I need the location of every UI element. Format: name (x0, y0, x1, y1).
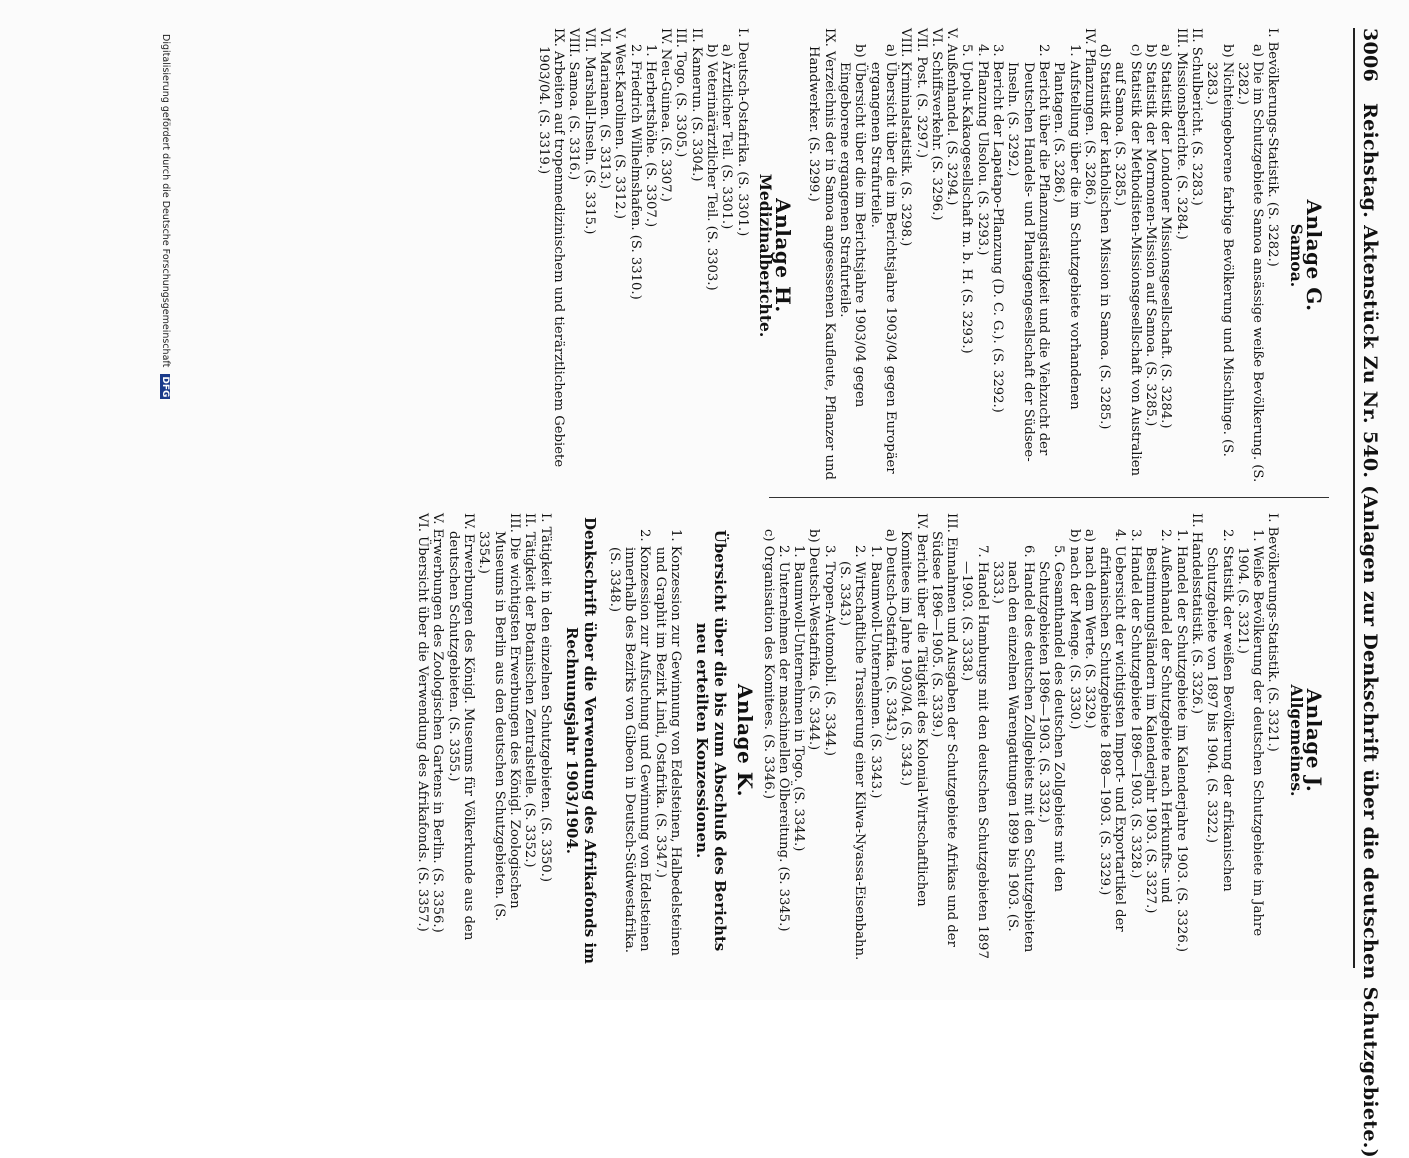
toc-entry: b) Nichteingeborene farbige Bevölkerung und Mischlinge. (S. 3283.) (1204, 44, 1235, 457)
toc-entry: III. Die wichtigsten Erwerbungen des Königl. Zoologischen Museums in Berlin aus den deutschen Schutzgebieten. (S. 3354.) (476, 513, 522, 922)
toc-entry: VIII. Samoa. (S. 3316.) (566, 28, 582, 181)
page-number: 3006 (1359, 28, 1381, 83)
toc-entry: V. West-Karolinen. (S. 3312.) (612, 28, 628, 219)
toc-entry: I. Bevölkerungs-Statistik. (S. 3321.) (1265, 513, 1281, 752)
toc-entry: 3. Bericht der Lapatapo-Pflanzung (D. C. G.). (S. 3292.) (990, 44, 1006, 413)
toc-entry: 3. Handel der Schutzgebiete 1896—1903. (S. 3328.) (1127, 529, 1143, 879)
toc-entry: 1. Handel der Schutzgebiete im Kalenderjahre 1903. (S. 3326.) (1173, 529, 1189, 953)
anlage-h-subtitle: Medizinalberichte. (755, 173, 775, 338)
toc-entry: 2. Konzession zur Aufsuchung und Gewinnung von Edelsteinen innerhalb des Bezirks von Gibeon in Deutsch-Südwestafrika. (S. 3348.) (606, 529, 653, 953)
page-header (1353, 28, 1381, 1158)
toc-entry: a) Die im Schutzgebiete Samoa ansässige weiße Bevölkerung. (S. 3282.) (1234, 44, 1266, 483)
anlage-k-title: Anlage K. (733, 683, 758, 798)
anlage-j-title: Anlage J. (1302, 688, 1326, 793)
toc-entry: 1. Herbertshöhe. (S. 3307.) (642, 44, 658, 228)
anlage-k-list (607, 513, 683, 968)
denkschrift (415, 513, 599, 968)
toc-entry: 1. Baumwoll-Unternehmen in Togo. (S. 3344.) (791, 545, 807, 852)
right-column (415, 513, 1329, 968)
page-title: Reichstag. Aktenstück Zu Nr. 540. (Anlagen zur Denkschrift über die deutschen Schutzgebiete.) (1359, 103, 1381, 1158)
toc-entry: c) Organisation des Komitees. (S. 3346.) (760, 529, 776, 800)
toc-entry: a) Ärztlicher Teil. (S. 3301.) (719, 44, 735, 230)
toc-entry: 4. Uebersicht der wichtigsten Import- und Exportartikel der afrikanischen Schutzgebiete 1898—1903. (S. 3329.) (1097, 529, 1128, 932)
toc-entry: 2. Bericht über die Pflanzungstätigkeit und die Viehzucht der Deutschen Handels- und Plantagengesellschaft der Südsee-Inseln. (S. 3292.) (1005, 44, 1051, 462)
toc-entry: II. Handelsstatistik. (S. 3326.) (1188, 513, 1204, 714)
toc-entry: 2. Unternehmen der maschinellen Ölbereitung. (S. 3345.) (775, 545, 791, 932)
toc-entry: VII. Post. (S. 3297.) (913, 28, 929, 159)
toc-entry: IV. Erwerbungen des Königl. Museums für Völkerkunde aus den deutschen Schutzgebieten. (S. 3355.) (445, 513, 477, 941)
left-column (535, 28, 1329, 483)
toc-entry: c) Statistik der Methodisten-Missionsgesellschaft von Australien auf Samoa. (S. 3285.) (1112, 44, 1143, 477)
anlage-j-subtitle: Allgemeines. (1286, 684, 1306, 797)
toc-entry: b) Übersicht über die im Berichtsjahre 1903/04 gegen Eingeborene ergangenen Strafurteile. (837, 44, 868, 408)
toc-entry: III. Togo. (S. 3305.) (673, 28, 689, 158)
toc-entry: a) nach dem Werte. (S. 3329.) (1081, 529, 1097, 729)
toc-entry: b) Statistik der Mormonen-Mission auf Samoa. (S. 3285.) (1143, 44, 1159, 427)
toc-entry: 2. Wirtschaftliche Trassierung einer Kilwa-Nyassa-Eisenbahn. (S. 3343.) (837, 545, 868, 961)
anlage-h-list (535, 28, 749, 483)
toc-entry: d) Statistik der katholischen Mission in Samoa. (S. 3285.) (1097, 44, 1113, 430)
toc-entry: 3. Tropen-Automobil. (S. 3344.) (821, 545, 837, 756)
toc-entry: VII. Marshall-Inseln. (S. 3315.) (581, 28, 597, 235)
anlage-k (606, 513, 758, 968)
toc-entry: b) Deutsch-Westafrika. (S. 3344.) (806, 529, 822, 751)
denkschrift-list (415, 513, 553, 968)
toc-entry: IX. Verzeichnis der in Samoa angesessenen Kaufleute, Pflanzer und Handwerker. (S. 3299.) (806, 28, 837, 480)
anlage-j-list (760, 513, 1280, 968)
toc-entry: VIII. Kriminalstatistik. (S. 3298.) (898, 28, 914, 247)
toc-entry: II. Kamerun. (S. 3304.) (688, 28, 704, 182)
toc-entry: 2. Statistik der weißen Bevölkerung der afrikanischen Schutzgebiete von 1897 bis 1904. (S. 3322.) (1204, 529, 1235, 892)
toc-entry: 6. Handel des deutschen Zollgebiets mit den Schutzgebieten nach den einzelnen Warengattungen 1899 bis 1903. (S. 3333.) (990, 545, 1036, 953)
anlage-g-title: Anlage G. (1302, 199, 1326, 312)
toc-entry: I. Deutsch-Ostafrika. (S. 3301.) (734, 28, 750, 237)
toc-entry: III. Einnahmen und Ausgaben der Schutzgebiete Afrikas und der Südsee 1896—1905. (S. 3339.) (928, 513, 960, 947)
dfg-logo: DFG (160, 376, 170, 398)
toc-entry: III. Missionsberichte. (S. 3284.) (1173, 28, 1189, 240)
anlage-g-subtitle: Samoa. (1286, 223, 1306, 288)
toc-entry: 2. Außenhandel der Schutzgebiete nach Herkunfts- und Bestimmungsländern im Kalenderjahr 1903. (S. 3327.) (1143, 529, 1174, 914)
anlage-k-subtitle: Übersicht über die bis zum Abschluß des Berichts neu erteilten Konzessionen. (693, 529, 730, 952)
toc-entry: 5. Upolu-Kakaogesellschaft m. b. H. (S. 3293.) (959, 44, 975, 354)
toc-entry: II. Tätigkeit der Botanischen Zentralstelle. (S. 3352.) (522, 513, 538, 868)
toc-entry: I. Bevölkerungs-Statistik. (S. 3282.) (1265, 28, 1281, 267)
toc-entry: VI. Übersicht über die Verwendung des Afrikafonds. (S. 3357.) (415, 513, 431, 932)
toc-entry: IX. Arbeiten auf tropenmedizinischem und tierärztlichem Gebiete 1903/04. (S. 3319.) (535, 28, 567, 468)
toc-entry: I. Tätigkeit in den einzelnen Schutzgebieten. (S. 3350.) (537, 513, 553, 882)
anlage-h-title: Anlage H. (771, 198, 796, 313)
toc-entry: IV. Neu-Guinea. (S. 3307.) (658, 28, 674, 202)
footer-credit (160, 34, 171, 399)
anlage-j (760, 513, 1326, 968)
toc-entry: b) Veterinärärztlicher Teil. (S. 3303.) (704, 44, 720, 291)
column-divider (769, 497, 1329, 498)
toc-entry: a) Statistik der Londoner Missionsgesellschaft. (S. 3284.) (1158, 44, 1174, 429)
toc-entry: IV. Pflanzungen. (S. 3286.) (1081, 28, 1097, 205)
toc-entry: II. Schulbericht. (S. 3283.) (1188, 28, 1204, 206)
page-content (160, 28, 1381, 1158)
denkschrift-title: Denkschrift über die Verwendung des Afrikafonds im Rechnungsjahr 1903/1904. (562, 517, 599, 964)
toc-entry: a) Übersicht über die im Berichtsjahre 1903/04 gegen Europäer ergangenen Strafurteile. (867, 44, 898, 474)
toc-entry: 5. Gesamthandel des deutschen Zollgebiets mit den Schutzgebieten 1896—1903. (S. 3332.) (1035, 545, 1067, 892)
toc-entry: VI. Marianen. (S. 3313.) (596, 28, 612, 190)
toc-entry: 1. Aufstellung über die im Schutzgebiete vorhandenen Plantagen. (S. 3286.) (1051, 44, 1082, 410)
toc-entry: 4. Pflanzung Ulsolou. (S. 3293.) (974, 44, 990, 256)
footer-text: Digitalisierung gefördert durch die Deutsche Forschungsgemeinschaft (160, 34, 171, 368)
toc-entry: V. Außenhandel. (S. 3294.) (944, 28, 960, 206)
toc-entry: 1. Baumwoll-Unternehmen. (S. 3343.) (867, 545, 883, 799)
toc-entry: IV. Bericht über die Tätigkeit des Kolonial-Wirtschaftlichen Komitees im Jahre 1903/04. (S. 3343.) (898, 513, 929, 907)
toc-entry: V. Erwerbungen des Zoologischen Gartens in Berlin. (S. 3356.) (430, 513, 446, 933)
toc-entry: 7. Handel Hamburgs mit den deutschen Schutzgebieten 1897—1903. (S. 3338.) (959, 545, 990, 959)
toc-entry: VI. Schiffsverkehr. (S. 3296.) (928, 28, 944, 221)
toc-entry: 1. Weiße Bevölkerung der deutschen Schutzgebiete im Jahre 1904. (S. 3321.) (1234, 529, 1266, 937)
anlage-g-list (806, 28, 1280, 483)
toc-entry: 1. Konzession zur Gewinnung von Edelsteinen, Halbedelsteinen und Graphit im Bezirk Lindi, Ostafrika. (S. 3347.) (652, 529, 684, 956)
toc-entry: b) nach der Menge. (S. 3330.) (1066, 529, 1082, 730)
anlage-h (535, 28, 796, 483)
toc-entry: a) Deutsch-Ostafrika. (S. 3343.) (882, 529, 898, 741)
toc-entry: 2. Friedrich Wilhelmshafen. (S. 3310.) (627, 44, 643, 300)
anlage-g (806, 28, 1326, 483)
